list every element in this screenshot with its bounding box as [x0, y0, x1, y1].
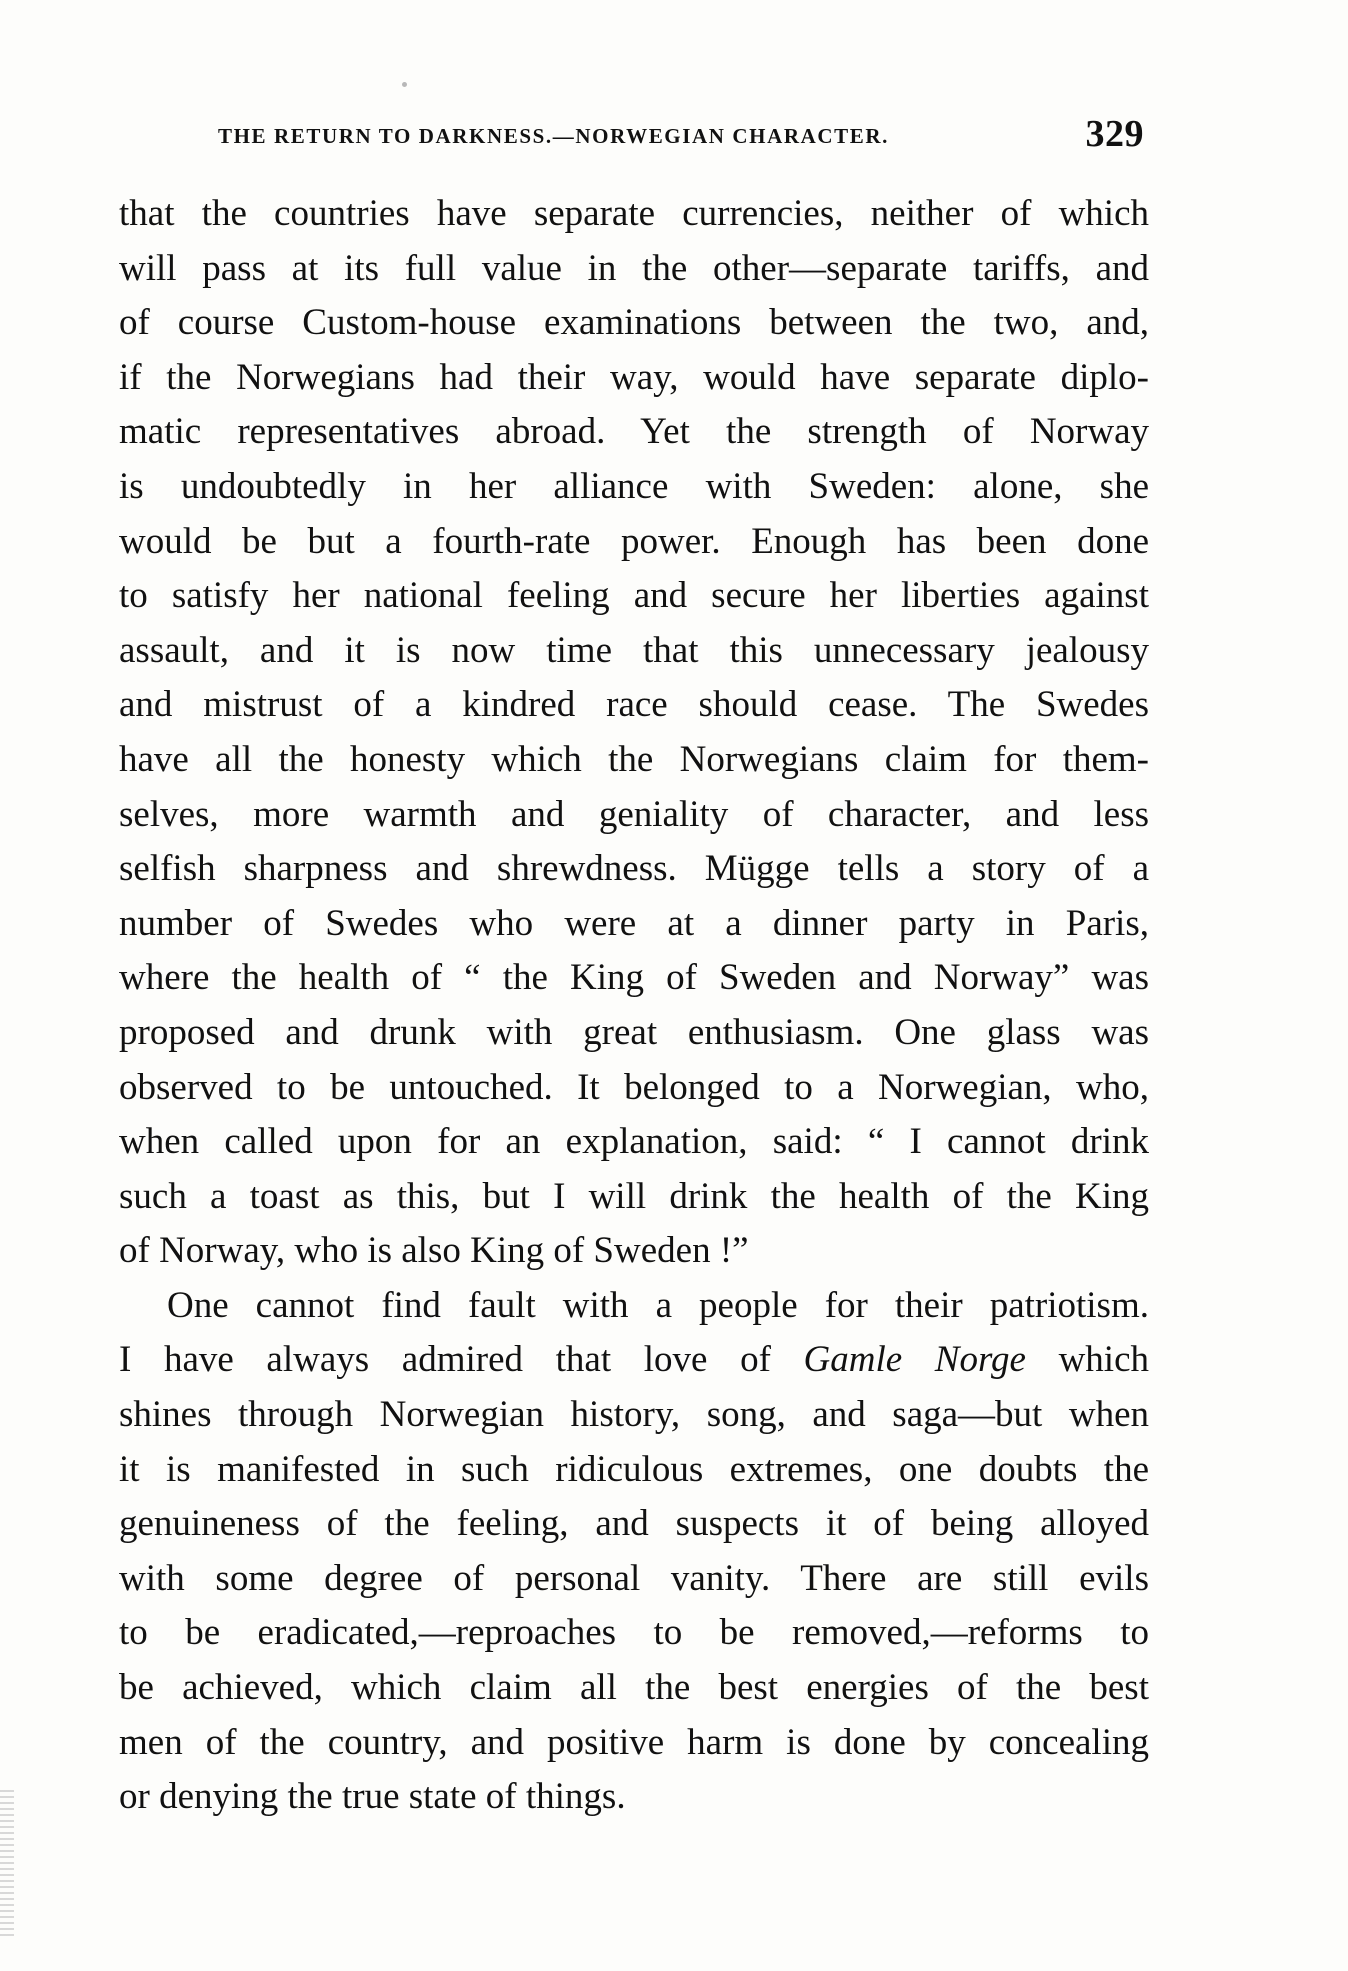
text-line: and mistrust of a kindred race should cease. The Swedes: [119, 684, 1149, 726]
paragraph-2: [119, 1279, 1149, 1825]
text-line: One cannot find fault with a people for their patriotism.: [167, 1284, 1149, 1326]
text-line: matic representatives abroad. Yet the strength of Norway: [119, 411, 1149, 453]
text-line: men of the country, and positive harm is done by concealing: [119, 1721, 1149, 1763]
text-line: of course Custom-house examinations between the two, and,: [119, 302, 1149, 344]
text-line: to satisfy her national feeling and secure her liberties against: [119, 575, 1149, 617]
text-line: to be eradicated,—reproaches to be removed,—reforms to: [119, 1612, 1149, 1654]
text-line: of Norway, who is also King of Sweden !”: [119, 1230, 749, 1272]
text-span: I have always admired that love of: [119, 1339, 804, 1381]
text-line: genuineness of the feeling, and suspects it of being alloyed: [119, 1503, 1149, 1545]
text-line: such a toast as this, but I will drink the health of the King: [119, 1175, 1149, 1217]
text-line: or denying the true state of things.: [119, 1776, 626, 1818]
scan-speck: [402, 82, 407, 87]
text-line: observed to be untouched. It belonged to a Norwegian, who,: [119, 1066, 1149, 1108]
text-line-with-italic: [119, 1333, 1149, 1388]
scan-edge-shadow: [0, 1790, 14, 1940]
text-line: it is manifested in such ridiculous extremes, one doubts the: [119, 1448, 1149, 1490]
page-number: 329: [1085, 113, 1144, 155]
body-text: [119, 187, 1149, 1825]
text-line: would be but a fourth-rate power. Enough has been done: [119, 520, 1149, 562]
text-line: that the countries have separate currencies, neither of which: [119, 193, 1149, 234]
text-line: if the Norwegians had their way, would have separate diplo-: [119, 356, 1149, 398]
italic-phrase: Gamle Norge: [803, 1339, 1026, 1381]
text-line: when called upon for an explanation, said: “ I cannot drink: [119, 1121, 1149, 1163]
text-line: proposed and drunk with great enthusiasm. One glass was: [119, 1011, 1149, 1053]
text-line: shines through Norwegian history, song, and saga—but when: [119, 1394, 1149, 1436]
text-line: selves, more warmth and geniality of character, and less: [119, 793, 1149, 835]
page-header: [218, 112, 1144, 158]
text-line: number of Swedes who were at a dinner party in Paris,: [119, 902, 1149, 944]
paragraph-1: [119, 187, 1149, 1279]
text-line: assault, and it is now time that this unnecessary jealousy: [119, 629, 1149, 671]
text-span: which: [1025, 1339, 1149, 1381]
text-line: with some degree of personal vanity. There are still evils: [119, 1557, 1149, 1599]
text-line: have all the honesty which the Norwegians claim for them-: [119, 738, 1149, 780]
running-title: THE RETURN TO DARKNESS.—NORWEGIAN CHARACTER.: [218, 124, 889, 148]
text-line: where the health of “ the King of Sweden and Norway” was: [119, 957, 1149, 999]
text-line: will pass at its full value in the other—separate tariffs, and: [119, 247, 1149, 289]
text-line: is undoubtedly in her alliance with Sweden: alone, she: [119, 465, 1149, 507]
text-line: selfish sharpness and shrewdness. Mügge tells a story of a: [119, 848, 1149, 890]
text-line: be achieved, which claim all the best energies of the best: [119, 1667, 1149, 1709]
